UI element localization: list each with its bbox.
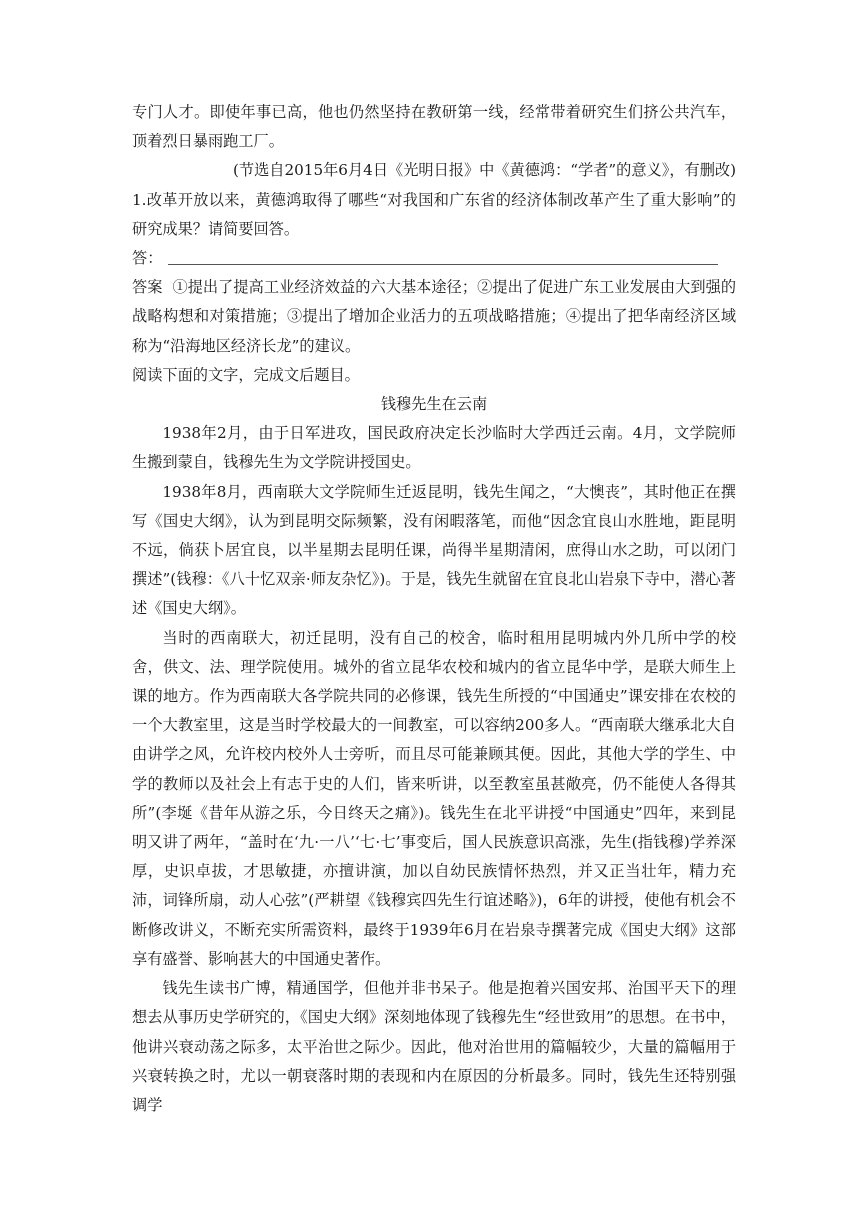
article-paragraph-3: 当时的西南联大，初迁昆明，没有自己的校舍，临时租用昆明城内外几所中学的校舍，供文、法、理学院使用。城外的省立昆华农校和城内的省立昆华中学，是联大师生上课的地方。作为西南联大各学院共同的必修课，钱先生所授的“中国通史”课安排在农校的一个大教室里，这是当时学校最大的一间教室，可以容纳200多人。“西南联大继承北大自由讲学之风，允许校内校外人士旁听，而且尽可能兼顾其便。因此，其他大学的学生、中学的教师以及社会上有志于史的人们，皆来听讲，以至教室虽甚敞亮，仍不能使人各得其所”(李埏《昔年从游之乐，今日终天之痛》)。钱先生在北平讲授“中国通史”四年，来到昆明又讲了两年，“盖时在‘九·一八’‘七·七’事变后，国人民族意识高涨，先生(指钱穆)学养深厚，史识卓拔，才思敏捷，亦擅讲演，加以自幼民族情怀热烈，并又正当壮年，精力充沛，词锋所扇，动人心弦”(严耕望《钱穆宾四先生行谊述略》)，6年的讲授，使他有机会不断修改讲义，不断充实所需资料，最终于1939年6月在岩泉寺撰著完成《国史大纲》这部享有盛誉、影响甚大的中国通史著作。 xyxy=(132,628,736,968)
article-title: 钱穆先生在云南 xyxy=(380,395,488,414)
answer-line xyxy=(132,244,736,273)
answer-tag: 答案 xyxy=(132,278,163,297)
article-paragraph-4: 钱先生读书广博，精通国学，但他并非书呆子。他是抱着兴国安邦、治国平天下的理想去从事历史学研究的，《国史大纲》深刻地体现了钱穆先生“经世致用”的思想。在书中，他讲兴衰动荡之际多，太平治世之际少。因此，他对治世用的篇幅较少，大量的篇幅用于兴衰转换之时，尤以一朝衰落时期的表现和内在原因的分析最多。同时，钱先生还特别强调学 xyxy=(132,979,736,1114)
answer-blank-line xyxy=(168,264,718,265)
continuation-paragraph: 专门人才。即使年事已高，他也仍然坚持在教研第一线，经常带着研究生们挤公共汽车，顶着烈日暴雨跑工厂。 xyxy=(132,103,736,151)
question-1: 1.改革开放以来，黄德鸿取得了哪些“对我国和广东省的经济体制改革产生了重大影响”的研究成果？请简要回答。 xyxy=(132,190,736,238)
reading-instruction: 阅读下面的文字，完成文后题目。 xyxy=(132,365,360,384)
article-paragraph-1: 1938年2月，由于日军进攻，国民政府决定长沙临时大学西迁云南。4月，文学院师生搬到蒙自，钱穆先生为文学院讲授国史。 xyxy=(132,424,736,472)
article-paragraph-2: 1938年8月，西南联大文学院师生迁返昆明，钱先生闻之，“大懊丧”，其时他正在撰写《国史大纲》，认为到昆明交际频繁，没有闲暇落笔，而他“因念宜良山水胜地，距昆明不远，倘获卜居宜良，以半星期去昆明任课，尚得半星期清闲，庶得山水之助，可以闭门撰述”(钱穆：《八十忆双亲·师友杂忆》)。于是，钱先生就留在宜良北山岩泉下寺中，潜心著述《国史大纲》。 xyxy=(132,482,736,618)
answer-label: 答： xyxy=(132,249,163,268)
answer-paragraph xyxy=(132,273,736,361)
source-note: (节选自2015年6月4日《光明日报》中《黄德鸿：“学者”的意义》，有删改) xyxy=(232,161,736,180)
document-page xyxy=(132,98,736,1120)
answer-text: ①提出了提高工业经济效益的六大基本途径；②提出了促进广东工业发展由大到强的战略构想和对策措施；③提出了增加企业活力的五项战略措施；④提出了把华南经济区域称为“沿海地区经济长龙”的建议。 xyxy=(132,278,737,355)
